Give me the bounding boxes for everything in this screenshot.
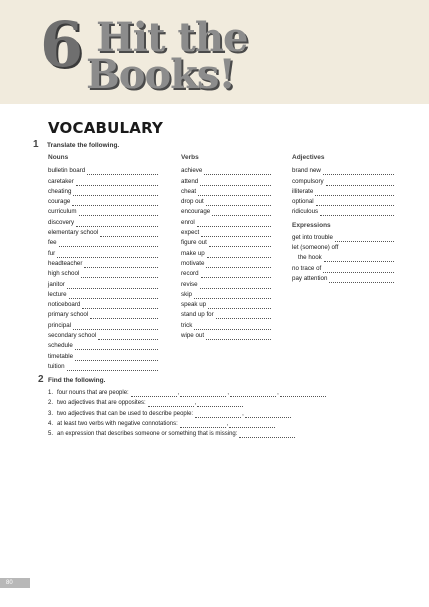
- answer-blank[interactable]: [200, 282, 271, 289]
- verb-row: [181, 247, 271, 257]
- question-text: an expression that describes someone or something that is missing:: [57, 430, 238, 437]
- nouns-column: [48, 153, 158, 371]
- answer-blank[interactable]: [148, 400, 194, 407]
- answer-blank[interactable]: [206, 333, 271, 340]
- verb-word: attend: [181, 177, 199, 185]
- verb-row: [181, 237, 271, 247]
- answer-blank[interactable]: [320, 209, 394, 216]
- noun-word: headteacher: [48, 259, 83, 267]
- answer-blank[interactable]: [200, 179, 271, 186]
- verb-word: figure out: [181, 239, 207, 247]
- verb-row: [181, 175, 271, 185]
- question-number: 5.: [48, 430, 54, 437]
- adjective-row: [292, 165, 394, 175]
- noun-word: timetable: [48, 352, 74, 360]
- answer-blank[interactable]: [197, 220, 271, 227]
- noun-row: [48, 175, 158, 185]
- answer-blank[interactable]: [76, 179, 158, 186]
- noun-word: caretaker: [48, 177, 74, 185]
- verb-row: [181, 268, 271, 278]
- answer-blank[interactable]: [59, 240, 158, 247]
- noun-word: discovery: [48, 218, 75, 226]
- verb-row: [181, 309, 271, 319]
- answer-blank[interactable]: [177, 390, 226, 397]
- noun-row: [48, 330, 158, 340]
- verb-row: [181, 330, 271, 340]
- noun-word: curriculum: [48, 208, 77, 216]
- noun-row: [48, 206, 158, 216]
- exercise-2-number: 2: [38, 374, 44, 385]
- noun-word: cheating: [48, 187, 72, 195]
- verbs-column: [181, 153, 271, 340]
- verb-word: wipe out: [181, 332, 205, 340]
- separator: ,: [194, 400, 197, 407]
- expression-word: the hook: [298, 254, 322, 262]
- verb-word: drop out: [181, 198, 204, 206]
- noun-word: bulletin board: [48, 167, 86, 175]
- answer-blank[interactable]: [324, 255, 394, 262]
- answer-blank[interactable]: [72, 199, 158, 206]
- answer-blank[interactable]: [100, 230, 158, 237]
- verb-word: speak up: [181, 301, 207, 309]
- verb-word: record: [181, 270, 199, 278]
- adjective-row: [292, 186, 394, 196]
- unit-banner: [0, 0, 429, 104]
- noun-word: fee: [48, 239, 57, 247]
- answer-blank[interactable]: [82, 302, 158, 309]
- verb-word: enrol: [181, 218, 195, 226]
- adjectives-heading: Adjectives: [292, 154, 325, 161]
- verb-word: cheat: [181, 187, 197, 195]
- verb-row: [181, 319, 271, 329]
- question-text: four nouns that are people:: [57, 390, 129, 397]
- verb-word: achieve: [181, 167, 203, 175]
- adjective-word: brand new: [292, 167, 321, 175]
- answer-blank[interactable]: [81, 271, 158, 278]
- question-row: [48, 428, 326, 438]
- answer-blank[interactable]: [90, 312, 158, 319]
- adjective-row: [292, 206, 394, 216]
- noun-row: [48, 165, 158, 175]
- verb-row: [181, 206, 271, 216]
- noun-row: [48, 186, 158, 196]
- verb-word: make up: [181, 249, 205, 257]
- verb-row: [181, 278, 271, 288]
- noun-row: [48, 268, 158, 278]
- answer-blank[interactable]: [201, 271, 271, 278]
- noun-row: [48, 227, 158, 237]
- answer-blank[interactable]: [98, 333, 158, 340]
- answer-blank[interactable]: [73, 323, 158, 330]
- answer-blank[interactable]: [212, 209, 271, 216]
- exercise-2-questions: [48, 387, 326, 438]
- adjective-word: illiterate: [292, 187, 314, 195]
- answer-blank[interactable]: [216, 312, 271, 319]
- noun-word: courage: [48, 198, 71, 206]
- question-row: [48, 407, 326, 417]
- verbs-heading: Verbs: [181, 154, 199, 161]
- answer-blank[interactable]: [180, 421, 226, 428]
- answer-blank[interactable]: [198, 189, 271, 196]
- verb-word: stand up for: [181, 311, 214, 319]
- noun-row: [48, 350, 158, 360]
- answer-blank[interactable]: [329, 276, 394, 283]
- answer-blank[interactable]: [76, 220, 158, 227]
- answer-blank[interactable]: [326, 179, 394, 186]
- noun-row: [48, 340, 158, 350]
- unit-title-line1: Hit the: [96, 14, 248, 61]
- question-number: 4.: [48, 420, 54, 427]
- expression-row: [292, 273, 394, 283]
- exercise-1-instruction: Translate the following.: [47, 142, 120, 149]
- page-number: 80: [0, 578, 30, 588]
- verb-row: [181, 216, 271, 226]
- answer-blank[interactable]: [230, 390, 276, 397]
- answer-blank[interactable]: [226, 420, 275, 428]
- noun-word: principal: [48, 321, 72, 329]
- answer-blank[interactable]: [209, 240, 271, 247]
- verb-row: [181, 289, 271, 299]
- noun-row: [48, 289, 158, 299]
- noun-row: [48, 216, 158, 226]
- expression-row: [292, 231, 394, 241]
- answer-blank[interactable]: [69, 292, 158, 299]
- answer-blank[interactable]: [75, 354, 158, 361]
- verb-row: [181, 258, 271, 268]
- answer-blank[interactable]: [67, 282, 158, 289]
- answer-blank[interactable]: [315, 189, 394, 196]
- noun-word: high school: [48, 270, 80, 278]
- answer-blank[interactable]: [194, 400, 243, 407]
- answer-blank[interactable]: [323, 266, 394, 273]
- section-heading: VOCABULARY: [48, 119, 164, 137]
- adjective-row: [292, 196, 394, 206]
- verb-word: trick: [181, 321, 193, 329]
- answer-blank[interactable]: [245, 411, 291, 418]
- expression-word: let (someone) off: [292, 244, 339, 252]
- expression-row: [292, 262, 394, 272]
- answer-blank[interactable]: [316, 199, 394, 206]
- separator: ,: [242, 410, 244, 417]
- answer-blank[interactable]: [195, 411, 241, 418]
- answer-blank[interactable]: [194, 292, 271, 299]
- noun-row: [48, 258, 158, 268]
- separator: ,: [277, 390, 279, 397]
- expression-row: [292, 252, 394, 262]
- answer-blank[interactable]: [87, 168, 158, 175]
- noun-row: [48, 278, 158, 288]
- verb-word: expect: [181, 229, 200, 237]
- noun-word: schedule: [48, 342, 73, 350]
- answer-blank[interactable]: [67, 364, 158, 371]
- question-row: [48, 397, 326, 407]
- noun-row: [48, 196, 158, 206]
- answer-blank[interactable]: [208, 302, 271, 309]
- noun-word: secondary school: [48, 332, 97, 340]
- verb-row: [181, 186, 271, 196]
- answer-blank[interactable]: [323, 168, 394, 175]
- answer-blank[interactable]: [194, 323, 271, 330]
- verb-word: encourage: [181, 208, 211, 216]
- noun-word: tuition: [48, 362, 65, 370]
- adjective-word: compulsory: [292, 177, 324, 185]
- unit-number: 6: [40, 8, 84, 81]
- answer-blank[interactable]: [239, 431, 295, 438]
- noun-word: primary school: [48, 311, 89, 319]
- unit-title-line2: Books!: [86, 51, 235, 98]
- verb-row: [181, 165, 271, 175]
- answer-blank[interactable]: [206, 261, 271, 268]
- question-number: 3.: [48, 410, 54, 417]
- adjective-word: ridiculous: [292, 208, 319, 216]
- answer-blank[interactable]: [207, 251, 271, 258]
- adjective-word: optional: [292, 198, 314, 206]
- nouns-heading: Nouns: [48, 154, 69, 161]
- verb-word: revise: [181, 280, 198, 288]
- noun-word: janitor: [48, 280, 65, 288]
- answer-blank[interactable]: [84, 261, 158, 268]
- adjective-row: [292, 175, 394, 185]
- exercise-2-instruction: Find the following.: [48, 377, 106, 384]
- noun-word: fur: [48, 249, 56, 257]
- noun-row: [48, 309, 158, 319]
- question-text: at least two verbs with negative connotations:: [57, 420, 178, 427]
- verb-row: [181, 299, 271, 309]
- expression-word: no trace of: [292, 264, 322, 272]
- separator: ,: [177, 390, 180, 397]
- answer-blank[interactable]: [206, 199, 271, 206]
- answer-blank[interactable]: [204, 168, 271, 175]
- adjectives-column: [292, 153, 394, 283]
- question-row: [48, 418, 326, 428]
- separator: ,: [227, 390, 230, 397]
- expression-word: pay attention: [292, 274, 328, 282]
- question-number: 1.: [48, 390, 54, 397]
- noun-row: [48, 247, 158, 257]
- verb-row: [181, 227, 271, 237]
- noun-row: [48, 319, 158, 329]
- answer-blank[interactable]: [73, 189, 158, 196]
- answer-blank[interactable]: [201, 230, 271, 237]
- noun-row: [48, 361, 158, 371]
- verb-word: skip: [181, 290, 193, 298]
- question-text: two adjectives that can be used to describe people:: [57, 410, 194, 417]
- question-number: 2.: [48, 400, 54, 407]
- answer-blank[interactable]: [57, 251, 158, 258]
- question-row: [48, 387, 326, 397]
- expression-row: [292, 242, 394, 252]
- answer-blank[interactable]: [75, 343, 158, 350]
- answer-blank[interactable]: [335, 235, 394, 242]
- verb-row: [181, 196, 271, 206]
- noun-row: [48, 299, 158, 309]
- question-text: two adjectives that are opposites:: [57, 400, 146, 407]
- exercise-1-number: 1: [33, 139, 39, 150]
- answer-blank[interactable]: [79, 209, 158, 216]
- noun-word: elementary school: [48, 229, 99, 237]
- verb-word: motivate: [181, 259, 205, 267]
- answer-blank[interactable]: [280, 390, 326, 397]
- answer-blank[interactable]: [131, 390, 177, 397]
- expressions-heading: Expressions: [292, 222, 331, 230]
- noun-word: lecture: [48, 290, 67, 298]
- noun-row: [48, 237, 158, 247]
- expression-word: get into trouble: [292, 233, 333, 241]
- noun-word: noticeboard: [48, 301, 81, 309]
- separator: ,: [226, 420, 229, 427]
